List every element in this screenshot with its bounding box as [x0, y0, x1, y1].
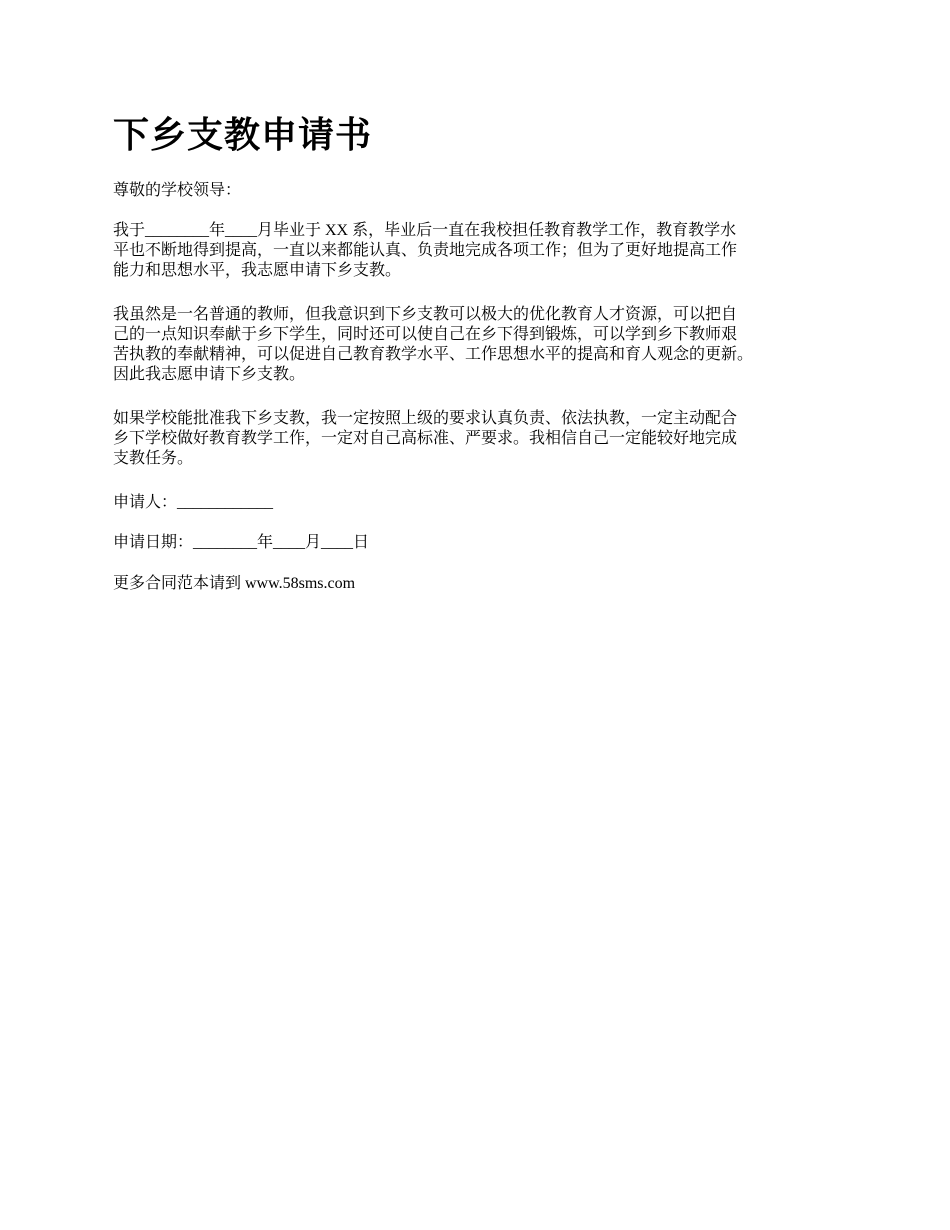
document-title: 下乡支教申请书 [113, 115, 373, 156]
paragraph-1 [113, 221, 853, 281]
application-date-line: 申请日期：________年____月____日 [113, 534, 370, 551]
paragraph-3-line: 支教任务。 [113, 450, 194, 467]
paragraph-1-line: 平也不断地得到提高，一直以来都能认真、负责地完成各项工作；但为了更好地提高工作 [113, 242, 738, 259]
greeting: 尊敬的学校领导： [113, 182, 242, 199]
paragraph-3-line: 如果学校能批准我下乡支教，我一定按照上级的要求认真负责、依法执教，一定主动配合 [113, 410, 738, 427]
paragraph-2-line: 苦执教的奉献精神，可以促进自己教育教学水平、工作思想水平的提高和育人观念的更新。 [113, 346, 754, 363]
more-templates-note: 更多合同范本请到 www.58sms.com [113, 575, 356, 592]
applicant-line: 申请人：____________ [113, 494, 274, 511]
paragraph-2-line: 己的一点知识奉献于乡下学生，同时还可以使自己在乡下得到锻炼，可以学到乡下教师艰 [113, 326, 738, 343]
paragraph-1-line: 能力和思想水平，我志愿申请下乡支教。 [113, 262, 402, 279]
paragraph-1-line: 我于________年____月毕业于 XX 系，毕业后一直在我校担任教育教学工作，教育教学水 [113, 222, 737, 239]
paragraph-3 [113, 409, 853, 469]
paragraph-3-line: 乡下学校做好教育教学工作，一定对自己高标准、严要求。我相信自己一定能较好地完成 [113, 430, 738, 447]
paragraph-2-line: 因此我志愿申请下乡支教。 [113, 366, 306, 383]
paragraph-2-line: 我虽然是一名普通的教师，但我意识到下乡支教可以极大的优化教育人才资源，可以把自 [113, 306, 738, 323]
paragraph-2 [113, 305, 853, 385]
